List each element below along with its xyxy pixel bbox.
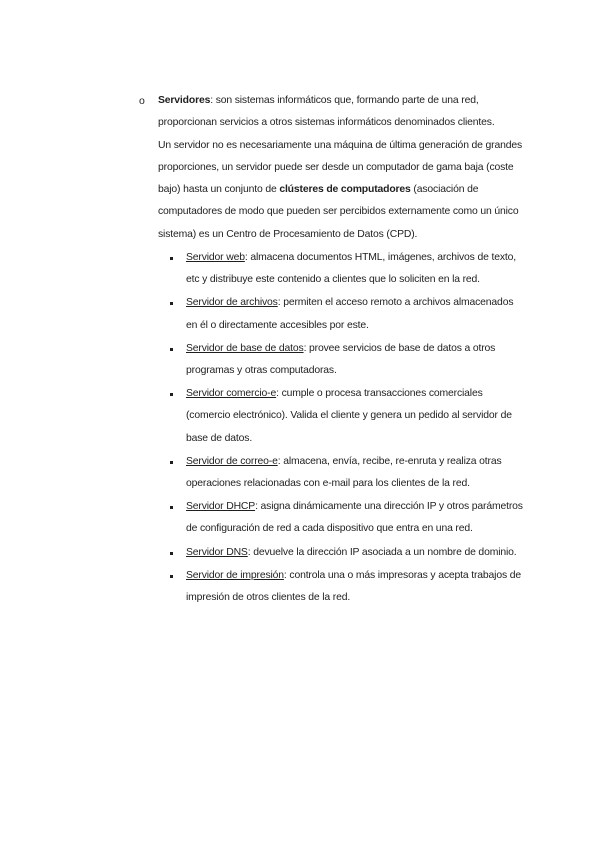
item-desc: : provee servicios de base de datos a otros programas y otras computadoras.: [186, 342, 496, 376]
list-item: [164, 338, 526, 383]
item-desc: : almacena documentos HTML, imágenes, archivos de texto, etc y distribuye este contenido a clientes que lo soliciten en la red.: [186, 251, 516, 286]
square-bullet: [170, 302, 173, 305]
list-item: [164, 292, 526, 337]
item-term: Servidor DHCP: [186, 501, 256, 513]
square-bullet: [170, 393, 173, 396]
item-term: Servidor de impresión: [186, 569, 284, 581]
list-item: [164, 247, 526, 292]
list-item: [164, 383, 526, 450]
item-desc: : devuelve la dirección IP asociada a un nombre de dominio.: [247, 546, 517, 558]
servidores-section: [136, 90, 526, 609]
description-paragraph: [158, 135, 526, 246]
item-desc: : almacena, envía, recibe, re-enruta y realiza otras operaciones relacionadas con e-mail para los clientes de la red.: [186, 455, 502, 490]
item-desc: : controla una o más impresoras y acepta trabajos de impresión de otros clientes de la red.: [186, 569, 522, 603]
item-term: Servidor de archivos: [186, 297, 278, 309]
server-types-list: [164, 247, 526, 609]
square-bullet: [170, 348, 173, 351]
item-term: Servidor comercio-e: [186, 388, 277, 400]
definition-text: : son sistemas informáticos que, formando parte de una red, proporcionan servicios a otros sistemas informáticos denominados clientes.: [158, 95, 495, 129]
definition-paragraph: [158, 90, 526, 135]
square-bullet: [170, 575, 173, 578]
list-item: [164, 542, 526, 564]
square-bullet: [170, 552, 173, 555]
term-clusteres: clústeres de computadores: [279, 184, 411, 196]
item-term: Servidor DNS: [186, 546, 248, 558]
item-desc: : cumple o procesa transacciones comerciales (comercio electrónico). Valida el cliente y genera un pedido al servidor de base de datos.: [186, 388, 512, 444]
item-desc: : asigna dinámicamente una dirección IP y otros parámetros de configuración de red a cada dispositivo que entra en una red.: [186, 501, 523, 535]
item-term: Servidor de correo-e: [186, 455, 278, 467]
section-content: [158, 90, 526, 609]
description-text-b: (asociación de computadores de modo que pueden ser percibidos externamente como un único sistema) es un Centro de Procesamiento de Datos (CPD).: [158, 184, 519, 240]
description-text-a: Un servidor no es necesariamente una máquina de última generación de grandes proporciones, un servidor puede ser desde un computador de gama baja (coste bajo) hasta un conjunto de: [158, 139, 523, 196]
square-bullet: [170, 257, 173, 260]
list-item: [164, 565, 526, 610]
item-desc: : permiten el acceso remoto a archivos almacenados en él o directamente accesibles por este.: [186, 297, 514, 331]
list-item: [164, 496, 526, 541]
item-term: Servidor web: [186, 251, 245, 263]
square-bullet: [170, 506, 173, 509]
list-item: [164, 451, 526, 496]
item-term: Servidor de base de datos: [186, 342, 304, 354]
square-bullet: [170, 461, 173, 464]
term-servidores: Servidores: [158, 95, 211, 106]
list-bullet: o: [139, 95, 145, 107]
